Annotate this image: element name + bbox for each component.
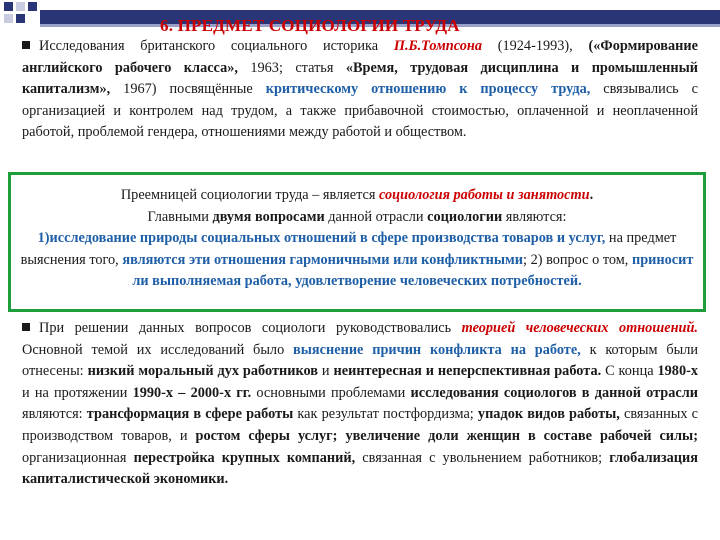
highlight-phrase: упадок видов работы, <box>477 406 620 423</box>
article-title: «Время, трудовая дисциплина и промышленный капитализм», <box>22 59 698 98</box>
text-run: Исследования британского социального историка <box>39 38 394 54</box>
highlight-phrase: 1)исследование природы социальных отношений в сфере производства товаров и услуг, <box>37 230 606 246</box>
text-run: С конца <box>601 363 658 380</box>
highlight-phrase: выяснение причин конфликта на работе, <box>293 341 581 358</box>
box-line <box>11 207 703 229</box>
research-paragraph <box>22 318 698 491</box>
text-run: являются: <box>502 208 567 225</box>
highlight-phrase: 1990-х – 2000-х гг. <box>132 384 252 401</box>
bullet-icon <box>22 323 30 331</box>
highlight-box <box>8 172 706 312</box>
text-run: ; 2) вопрос о том, <box>523 251 632 268</box>
text-run: Преемницей социологии труда – является <box>120 187 380 203</box>
text-run: . <box>589 187 594 203</box>
text-run: основными проблемами <box>251 384 411 401</box>
text-run: (1924-1993), <box>481 38 589 54</box>
text-run: Главными <box>147 208 213 225</box>
text-run: данной отрасли <box>324 208 428 225</box>
text-run: к которым были отнесены: <box>22 341 698 380</box>
author-name: П.Б.Томпсона <box>393 38 482 54</box>
text-run: на предмет выяснения того, <box>20 230 677 268</box>
highlight-phrase: глобализация капиталистической экономики. <box>22 449 698 488</box>
text-run: При решении данных вопросов социологи руководствовались <box>39 320 462 336</box>
book-title: («Формирование английского рабочего класса», <box>22 38 698 76</box>
text-run: 1967) посвящённые <box>110 81 266 98</box>
highlight-phrase: низкий моральный дух работников <box>87 363 319 380</box>
highlight-phrase: социологии <box>427 208 503 225</box>
highlight-phrase: приносит ли выполняемая работа, удовлетворение человеческих потребностей. <box>132 251 694 289</box>
text-run: как результат постфордизма; <box>293 406 478 423</box>
highlight-phrase: социология работы и занятости <box>379 187 590 203</box>
highlight-phrase: критическому отношению к процессу труда, <box>265 81 591 98</box>
highlight-phrase: исследования социологов в данной отрасли <box>410 384 698 401</box>
text-run: связанных с производством товаров, и <box>22 406 698 444</box>
text-run: являются: <box>22 406 87 423</box>
text-run: Основной темой их исследований было <box>22 341 294 358</box>
text-run: связанная с увольнением работников; <box>355 449 610 466</box>
text-run: 1963; статья <box>237 59 346 76</box>
intro-paragraph <box>22 36 698 144</box>
highlight-phrase: 1980-х <box>657 363 699 380</box>
text-run: организационная <box>22 449 134 466</box>
highlight-phrase: являются эти отношения гармоничными или конфликтными <box>122 251 524 268</box>
bullet-icon <box>22 41 30 49</box>
text-run: связывались с организацией и контролем над трудом, а также прибавочной стоимостью, оплаченной и неоплаченной работой, проблемой гендера, отношениями между работой и обществом. <box>22 81 699 141</box>
highlight-phrase: двумя вопросами <box>212 208 325 225</box>
text-run: и <box>318 363 334 380</box>
box-line <box>11 228 703 293</box>
highlight-phrase: перестройка крупных компаний, <box>133 449 356 466</box>
highlight-phrase: ростом сферы услуг; увеличение доли женщин в составе рабочей силы; <box>195 427 698 444</box>
highlight-phrase: неинтересная и неперспективная работа. <box>333 363 602 380</box>
highlight-phrase: теорией человеческих отношений. <box>461 320 698 336</box>
slide-title: 6. ПРЕДМЕТ СОЦИОЛОГИИ ТРУДА <box>160 16 460 35</box>
text-run: и на протяжении <box>22 384 133 401</box>
highlight-phrase: трансформация в сфере работы <box>86 406 294 423</box>
box-line <box>11 185 703 207</box>
